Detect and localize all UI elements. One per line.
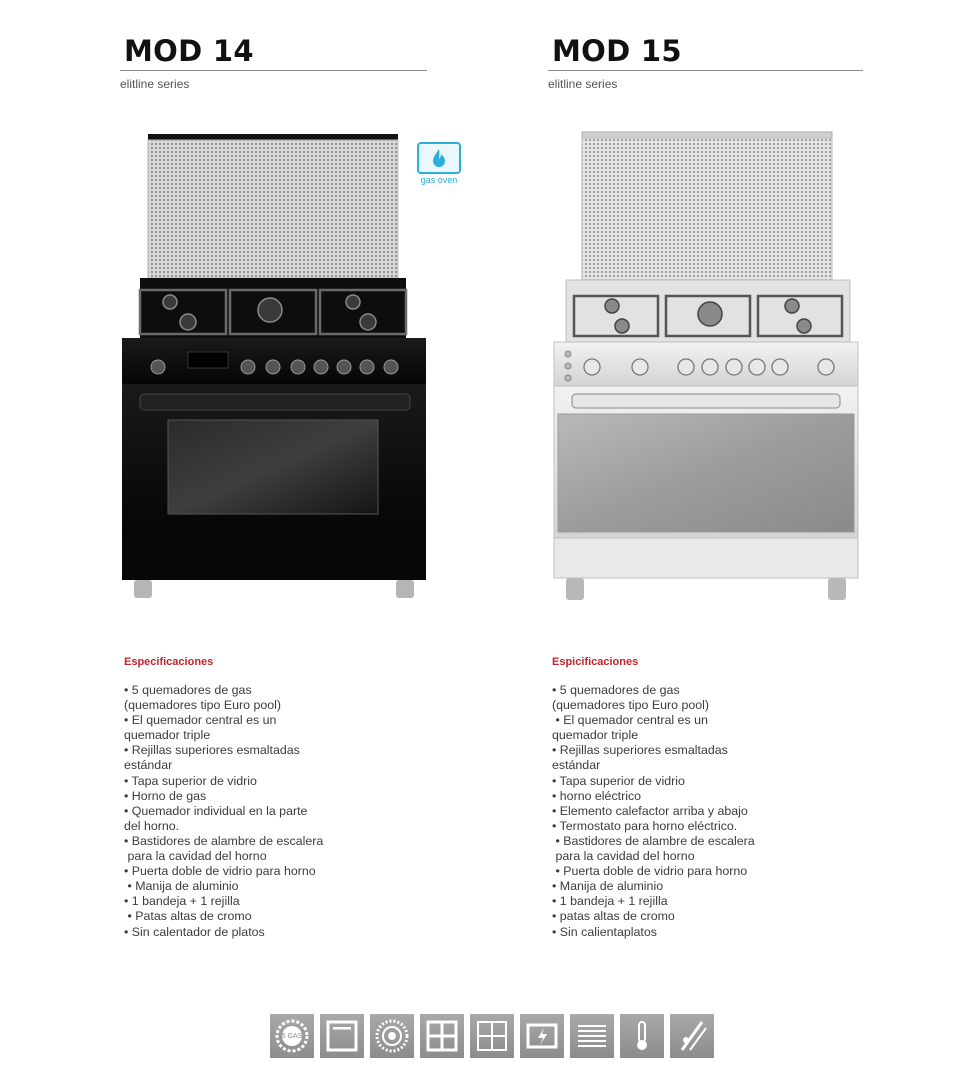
spec-item: • Elemento calefactor arriba y abajo bbox=[552, 803, 748, 818]
spec-item: • Puerta doble de vidrio para horno bbox=[552, 864, 748, 879]
spec-item: (quemadores tipo Euro pool) bbox=[124, 698, 282, 713]
stove-mod-15-image bbox=[552, 130, 862, 605]
spec-item: • Puerta doble de vidrio para horno bbox=[124, 864, 316, 879]
thermostat-icon bbox=[620, 1014, 664, 1058]
spec-item: • Tapa superior de vidrio bbox=[552, 773, 685, 788]
spec-item: • Bastidores de alambre de escalera bbox=[124, 833, 324, 848]
gas-oven-badge bbox=[417, 142, 461, 185]
spec-item: • Bastidores de alambre de escalera bbox=[552, 833, 755, 848]
stove-mod-14-image bbox=[118, 130, 430, 605]
spec-item: • Rejillas superiores esmaltadas bbox=[552, 743, 728, 758]
feature-icons-bar bbox=[270, 1014, 714, 1058]
spec-item: • Termostato para horno eléctrico. bbox=[552, 818, 738, 833]
model-title: MOD 15 bbox=[552, 34, 682, 68]
spec-item: estándar bbox=[124, 758, 173, 773]
spec-item: • horno eléctrico bbox=[552, 788, 642, 803]
spec-item: para la cavidad del horno bbox=[124, 849, 267, 864]
grill-icon bbox=[470, 1014, 514, 1058]
triple-burner-icon bbox=[370, 1014, 414, 1058]
spec-item: • Horno de gas bbox=[124, 788, 207, 803]
title-rule bbox=[548, 70, 863, 71]
spec-item: • El quemador central es un bbox=[552, 713, 708, 728]
spec-heading: Espicificaciones bbox=[552, 656, 639, 668]
badge-label: gas oven bbox=[420, 175, 458, 185]
spec-item: • patas altas de cromo bbox=[552, 909, 675, 924]
spec-item: • Quemador individual en la parte bbox=[124, 803, 308, 818]
top-bottom-heating-icon bbox=[420, 1014, 464, 1058]
title-rule bbox=[120, 70, 427, 71]
spec-item: • Patas altas de cromo bbox=[124, 909, 252, 924]
model-title: MOD 14 bbox=[124, 34, 254, 68]
spec-item: • Manija de aluminio bbox=[552, 879, 664, 894]
spec-item: • 1 bandeja + 1 rejilla bbox=[552, 894, 668, 909]
spec-list bbox=[552, 683, 755, 940]
spec-item: quemador triple bbox=[124, 728, 211, 743]
spec-item: • Manija de aluminio bbox=[124, 879, 239, 894]
series-label: elitline series bbox=[120, 77, 190, 91]
spec-heading: Especificaciones bbox=[124, 656, 214, 668]
spec-item: • Sin calientaplatos bbox=[552, 924, 657, 939]
icon-label: 5 GAS bbox=[281, 1033, 303, 1040]
spec-item: estándar bbox=[552, 758, 601, 773]
glass-door-icon bbox=[320, 1014, 364, 1058]
spec-item: del horno. bbox=[124, 818, 180, 833]
flame-icon bbox=[417, 142, 461, 174]
electric-ignition-icon bbox=[520, 1014, 564, 1058]
5-gas-burners-icon bbox=[270, 1014, 314, 1058]
spec-item: (quemadores tipo Euro pool) bbox=[552, 698, 710, 713]
spec-item: • Rejillas superiores esmaltadas bbox=[124, 743, 300, 758]
series-label: elitline series bbox=[548, 77, 618, 91]
spec-item: • Tapa superior de vidrio bbox=[124, 773, 257, 788]
spec-item: para la cavidad del horno bbox=[552, 849, 695, 864]
spec-item: • 5 quemadores de gas bbox=[552, 683, 680, 697]
spec-list bbox=[124, 683, 323, 940]
spec-item: • Sin calentador de platos bbox=[124, 924, 265, 939]
spec-item: quemador triple bbox=[552, 728, 639, 743]
spec-item: • 1 bandeja + 1 rejilla bbox=[124, 894, 240, 909]
rotisserie-icon bbox=[670, 1014, 714, 1058]
spec-item: • El quemador central es un bbox=[124, 713, 277, 728]
wire-racks-icon bbox=[570, 1014, 614, 1058]
spec-item: • 5 quemadores de gas bbox=[124, 683, 252, 697]
